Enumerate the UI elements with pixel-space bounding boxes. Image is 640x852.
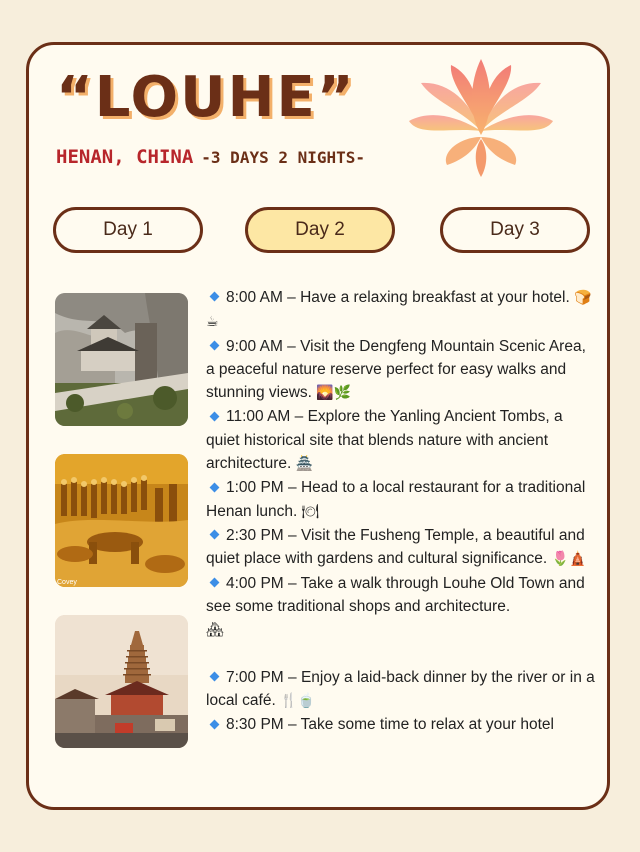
- houses-emoji-icon: 🏘: [206, 622, 224, 639]
- lotus-flower-icon: [406, 56, 556, 186]
- subtitle: [56, 146, 365, 168]
- dinner-emoji-icon: 🍴🍵: [280, 693, 315, 710]
- location-label: HENAN, CHINA: [56, 146, 194, 168]
- tulip-temple-emoji-icon: 🌷🛕: [551, 551, 587, 568]
- list-item: 8:00 AM – Have a relaxing breakfast at your hotel. 🍞☕: [206, 289, 592, 331]
- tab-day-1[interactable]: Day 1: [53, 207, 203, 253]
- pagoda-old-town-photo: [55, 615, 188, 748]
- list-item: 8:30 PM – Take some time to relax at your hotel: [206, 713, 598, 736]
- diamond-bullet-icon: [210, 482, 220, 492]
- breakfast-emoji-icon: 🍞☕: [206, 290, 592, 331]
- list-item: 2:30 PM – Visit the Fusheng Temple, a beautiful and quiet place with gardens and cultural significance. 🌷🛕: [206, 526, 587, 568]
- castle-emoji-icon: 🏯: [295, 456, 314, 473]
- list-item: 9:00 AM – Visit the Dengfeng Mountain Scenic Area, a peaceful nature reserve perfect for easy walks and stunning views. 🌄🌿: [206, 337, 586, 402]
- list-item: 11:00 AM – Explore the Yanling Ancient Tombs, a quiet historical site that blends nature with ancient architecture. 🏯: [206, 408, 563, 473]
- diamond-bullet-icon: [210, 530, 220, 540]
- diamond-bullet-icon: [210, 719, 220, 729]
- plate-emoji-icon: 🍽: [301, 503, 320, 520]
- schedule-list: [206, 286, 598, 737]
- mountain-temple-photo: [55, 293, 188, 426]
- page-title: “LOUHE”: [56, 65, 356, 130]
- diamond-bullet-icon: [210, 411, 220, 421]
- diamond-bullet-icon: [210, 341, 220, 351]
- sunrise-herb-emoji-icon: 🌄🌿: [316, 385, 352, 402]
- list-item: 7:00 PM – Enjoy a laid-back dinner by the river or in a local café. 🍴🍵: [206, 668, 595, 710]
- diamond-bullet-icon: [210, 292, 220, 302]
- photo-caption: Covey: [57, 579, 77, 586]
- tab-day-2[interactable]: Day 2: [245, 207, 395, 253]
- ancient-tombs-photo: [55, 454, 188, 587]
- diamond-bullet-icon: [210, 578, 220, 588]
- diamond-bullet-icon: [210, 672, 220, 682]
- duration-label: -3 DAYS 2 NIGHTS-: [201, 148, 366, 167]
- list-item: 4:00 PM – Take a walk through Louhe Old Town and see some traditional shops and architecture. 🏘: [206, 574, 585, 639]
- list-item: 1:00 PM – Head to a local restaurant for a traditional Henan lunch. 🍽: [206, 479, 586, 520]
- tab-day-3[interactable]: Day 3: [440, 207, 590, 253]
